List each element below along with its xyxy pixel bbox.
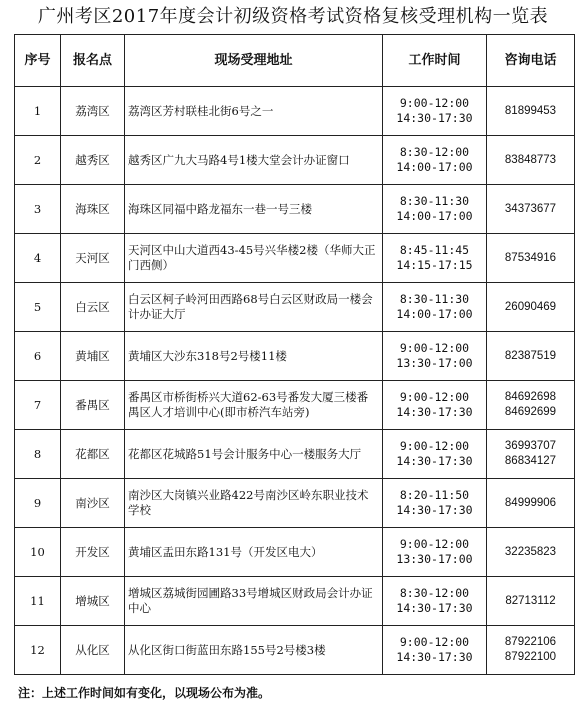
working-hours: [383, 626, 487, 675]
district-name: 开发区: [61, 528, 125, 577]
phone-numbers: [487, 234, 575, 283]
phone-numbers: [487, 626, 575, 675]
table-row: [15, 87, 575, 136]
phone-numbers: [487, 479, 575, 528]
office-address: 黄埔区盂田东路131号（开发区电大）: [125, 528, 383, 577]
row-number: 4: [15, 234, 61, 283]
phone-numbers: [487, 577, 575, 626]
phone-numbers: [487, 136, 575, 185]
district-name: 南沙区: [61, 479, 125, 528]
phone-number: 84692698: [504, 391, 557, 403]
working-hours: [383, 185, 487, 234]
afternoon-hours: 14:30-17:30: [396, 405, 473, 419]
afternoon-hours: 14:15-17:15: [396, 258, 473, 272]
office-address: 番禺区市桥街桥兴大道62-63号番发大厦三楼番禺区人才培训中心(即市桥汽车站旁): [125, 381, 383, 430]
district-name: 荔湾区: [61, 87, 125, 136]
afternoon-hours: 14:00-17:00: [396, 160, 473, 174]
table-body: [15, 87, 575, 675]
table-row: [15, 136, 575, 185]
office-address: 荔湾区芳村联桂北街6号之一: [125, 87, 383, 136]
phone-numbers: [487, 528, 575, 577]
district-name: 越秀区: [61, 136, 125, 185]
office-address: 白云区柯子岭河田西路68号白云区财政局一楼会计办证大厅: [125, 283, 383, 332]
office-address: 越秀区广九大马路4号1楼大堂会计办证窗口: [125, 136, 383, 185]
phone-number: 26090469: [504, 300, 557, 313]
district-name: 天河区: [61, 234, 125, 283]
row-number: 6: [15, 332, 61, 381]
office-address: 天河区中山大道西43-45号兴华楼2楼（华师大正门西侧）: [125, 234, 383, 283]
row-number: 2: [15, 136, 61, 185]
district-name: 海珠区: [61, 185, 125, 234]
working-hours: [383, 283, 487, 332]
table-row: [15, 185, 575, 234]
phone-number: 83848773: [504, 153, 557, 166]
phone-number-secondary: 87922100: [504, 651, 557, 663]
afternoon-hours: 14:00-17:00: [396, 307, 473, 321]
row-number: 3: [15, 185, 61, 234]
afternoon-hours: 14:00-17:00: [396, 209, 473, 223]
district-name: 花都区: [61, 430, 125, 479]
row-number: 1: [15, 87, 61, 136]
office-address: 南沙区大岗镇兴业路422号南沙区岭东职业技术学校: [125, 479, 383, 528]
table-row: [15, 479, 575, 528]
working-hours: [383, 381, 487, 430]
working-hours: [383, 136, 487, 185]
morning-hours: 9:00-12:00: [399, 439, 470, 453]
working-hours: [383, 577, 487, 626]
phone-number-secondary: 84692699: [504, 406, 557, 418]
working-hours: [383, 332, 487, 381]
page-title: 广州考区2017年度会计初级资格考试资格复核受理机构一览表: [37, 6, 549, 27]
row-number: 10: [15, 528, 61, 577]
phone-number-secondary: 86834127: [504, 455, 557, 467]
footnote: 注：上述工作时间如有变化，以现场公布为准。: [18, 686, 271, 700]
table-row: [15, 332, 575, 381]
district-name: 番禺区: [61, 381, 125, 430]
row-number: 5: [15, 283, 61, 332]
row-number: 9: [15, 479, 61, 528]
office-table: [14, 34, 575, 675]
phone-number: 34373677: [504, 202, 557, 215]
phone-number: 32235823: [504, 545, 557, 558]
header-district: 报名点: [61, 35, 125, 87]
district-name: 白云区: [61, 283, 125, 332]
working-hours: [383, 528, 487, 577]
morning-hours: 9:00-12:00: [399, 96, 470, 110]
table-row: [15, 626, 575, 675]
district-name: 从化区: [61, 626, 125, 675]
morning-hours: 9:00-12:00: [399, 537, 470, 551]
working-hours: [383, 87, 487, 136]
working-hours: [383, 430, 487, 479]
header-address: 现场受理地址: [125, 35, 383, 87]
afternoon-hours: 14:30-17:30: [396, 111, 473, 125]
table-header-row: [15, 35, 575, 87]
header-hours: 工作时间: [383, 35, 487, 87]
row-number: 12: [15, 626, 61, 675]
office-address: 增城区荔城街园圃路33号增城区财政局会计办证中心: [125, 577, 383, 626]
header-no: 序号: [15, 35, 61, 87]
morning-hours: 8:30-12:00: [399, 145, 470, 159]
morning-hours: 9:00-12:00: [399, 635, 470, 649]
office-address: 花都区花城路51号会计服务中心一楼服务大厅: [125, 430, 383, 479]
phone-numbers: [487, 430, 575, 479]
table-row: [15, 577, 575, 626]
phone-numbers: [487, 87, 575, 136]
phone-number: 87922106: [504, 636, 557, 648]
phone-number: 36993707: [504, 440, 557, 452]
phone-number: 82713112: [505, 594, 556, 607]
row-number: 11: [15, 577, 61, 626]
office-address: 海珠区同福中路龙福东一巷一号三楼: [125, 185, 383, 234]
afternoon-hours: 13:30-17:00: [396, 552, 473, 566]
office-address: 从化区街口街蓝田东路155号2号楼3楼: [125, 626, 383, 675]
table-row: [15, 430, 575, 479]
district-name: 增城区: [61, 577, 125, 626]
morning-hours: 8:30-12:00: [399, 586, 470, 600]
phone-number: 82387519: [504, 349, 557, 362]
morning-hours: 8:20-11:50: [399, 488, 470, 502]
phone-numbers: [487, 185, 575, 234]
table-row: [15, 283, 575, 332]
phone-numbers: [487, 332, 575, 381]
phone-number: 87534916: [504, 251, 557, 264]
table-row: [15, 234, 575, 283]
row-number: 8: [15, 430, 61, 479]
working-hours: [383, 234, 487, 283]
morning-hours: 9:00-12:00: [399, 341, 470, 355]
afternoon-hours: 14:30-17:30: [396, 650, 473, 664]
table-row: [15, 381, 575, 430]
district-name: 黄埔区: [61, 332, 125, 381]
phone-number: 84999906: [504, 496, 557, 509]
header-phone: 咨询电话: [487, 35, 575, 87]
office-address: 黄埔区大沙东318号2号楼11楼: [125, 332, 383, 381]
morning-hours: 8:45-11:45: [399, 243, 470, 257]
afternoon-hours: 14:30-17:30: [396, 601, 473, 615]
working-hours: [383, 479, 487, 528]
morning-hours: 9:00-12:00: [399, 390, 470, 404]
morning-hours: 8:30-11:30: [399, 194, 470, 208]
phone-number: 81899453: [504, 104, 557, 117]
afternoon-hours: 14:30-17:30: [396, 454, 473, 468]
phone-numbers: [487, 381, 575, 430]
table-row: [15, 528, 575, 577]
phone-numbers: [487, 283, 575, 332]
afternoon-hours: 14:30-17:30: [396, 503, 473, 517]
row-number: 7: [15, 381, 61, 430]
afternoon-hours: 13:30-17:00: [396, 356, 473, 370]
morning-hours: 8:30-11:30: [399, 292, 470, 306]
